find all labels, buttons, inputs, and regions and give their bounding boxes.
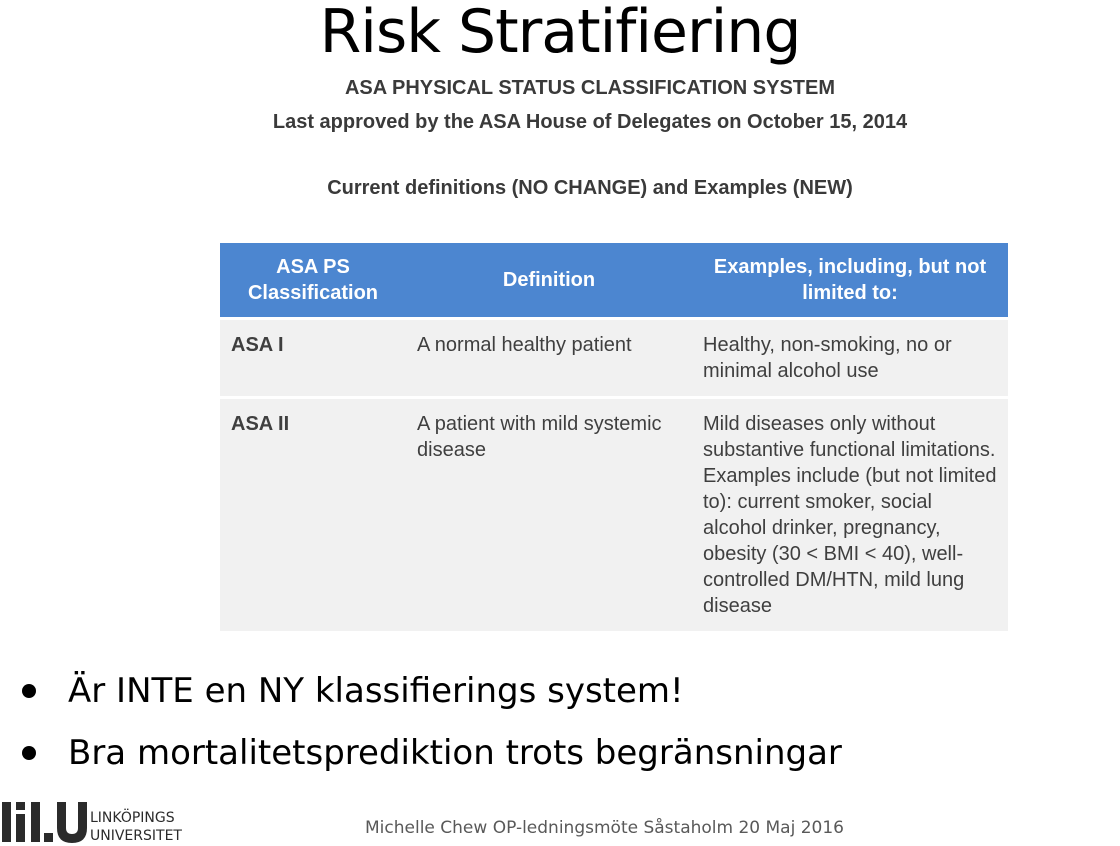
footer-text: Michelle Chew OP-ledningsmöte Såstaholm 20 Maj 2016: [365, 818, 844, 838]
university-logo: [0, 800, 200, 846]
slide-title: Risk Stratifiering: [319, 0, 801, 67]
table-header-row: [220, 243, 1008, 319]
cell-definition: A patient with mild systemic disease: [406, 398, 692, 632]
table-row: [220, 398, 1008, 632]
logo-u-shape: [57, 802, 87, 843]
asa-table: [220, 243, 997, 631]
asa-approved-line: Last approved by the ASA House of Delegates on October 15, 2014: [272, 111, 908, 133]
bullet-icon: [22, 746, 36, 760]
bullet-item: [22, 722, 842, 784]
bullet-item: [22, 660, 842, 722]
cell-definition: A normal healthy patient: [406, 319, 692, 398]
logo-text-line1: LINKÖPINGS: [90, 810, 175, 826]
column-header-definition: Definition: [406, 243, 692, 319]
column-header-examples: Examples, including, but not limited to:: [692, 243, 1008, 319]
asa-definitions-line: Current definitions (NO CHANGE) and Examples (NEW): [327, 177, 853, 199]
logo-bar-1: [2, 802, 11, 842]
logo-dot: [44, 833, 53, 842]
cell-classification: ASA I: [220, 319, 406, 398]
cell-examples: Mild diseases only without substantive functional limitations. Examples include (but not limited to): current smoker, social alcohol drinker, pregnancy, obesity (30 < BMI < 40), well-controlled DM/HTN, mild lung disease: [692, 398, 1008, 632]
table-row: [220, 319, 1008, 398]
bullet-list: [22, 660, 842, 784]
logo-bar-3: [16, 802, 25, 810]
bullet-icon: [22, 684, 36, 698]
cell-classification: ASA II: [220, 398, 406, 632]
bullet-text: Bra mortalitetsprediktion trots begränsningar: [68, 733, 842, 773]
asa-heading: ASA PHYSICAL STATUS CLASSIFICATION SYSTEM: [344, 77, 836, 99]
bullet-text: Är INTE en NY klassifierings system!: [68, 671, 684, 711]
column-header-classification: ASA PS Classification: [220, 243, 406, 319]
logo-bar-2: [16, 814, 25, 842]
logo-bar-4: [31, 802, 40, 842]
cell-examples: Healthy, non-smoking, no or minimal alcohol use: [692, 319, 1008, 398]
logo-text-line2: UNIVERSITET: [90, 828, 182, 844]
